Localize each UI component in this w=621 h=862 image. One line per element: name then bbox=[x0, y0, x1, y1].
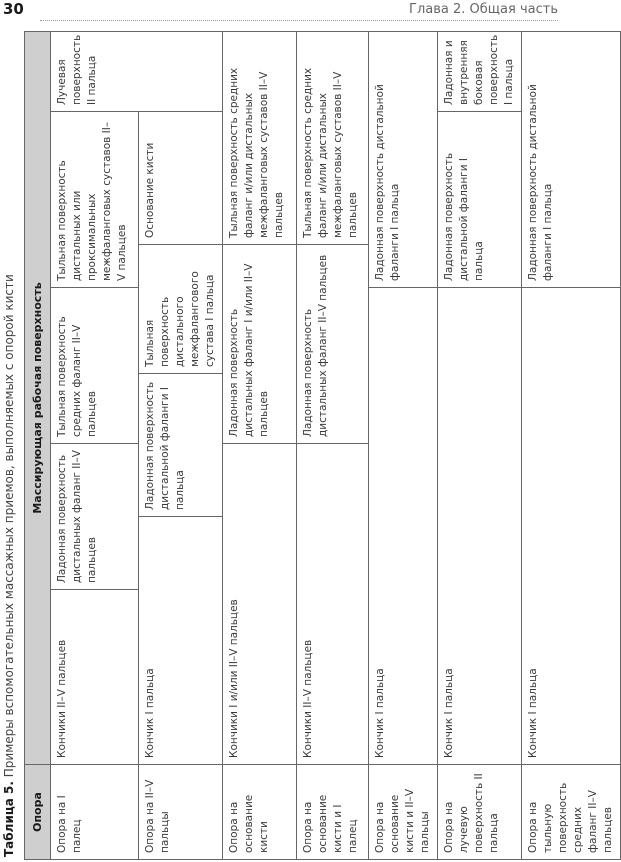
support-cell: Опора на I палец bbox=[51, 765, 139, 860]
surface-cell: Ладонная поверхность дистальной фаланги I пальца bbox=[522, 31, 621, 287]
support-cell: Опора на тыльную поверхность средних фаланг II–V пальцев bbox=[522, 765, 621, 860]
header-surface: Массирующая рабочая поверхность bbox=[25, 31, 51, 764]
surface-cell: Тыльная поверхность дистальных или проксимальных межфаланговых суставов II–V пальцев bbox=[51, 112, 139, 288]
surface-cell: Тыльная поверхность дистального межфалангового сустава I пальца bbox=[139, 245, 223, 374]
table-row bbox=[522, 31, 621, 859]
table-row bbox=[297, 31, 369, 859]
table-row bbox=[438, 31, 522, 859]
table-row bbox=[51, 31, 139, 859]
massage-techniques-table bbox=[24, 31, 621, 860]
support-cell: Опора на лучевую поверхность II пальца bbox=[438, 765, 522, 860]
surface-cell: Ладонная и внутренняя боковая поверхность I пальца bbox=[438, 31, 522, 111]
tip-cell: Кончики I и/или II–V пальцев bbox=[223, 444, 297, 765]
surface-cell: Тыльная поверхность средних фаланг и/или дистальных межфаланговых суставов II–V пальцев bbox=[223, 31, 297, 244]
header-support: Опора bbox=[25, 765, 51, 860]
table-row bbox=[369, 31, 438, 859]
table-caption-label: Таблица 5. bbox=[2, 781, 16, 857]
tip-cell: Кончик I пальца bbox=[438, 288, 522, 765]
page-number: 30 bbox=[3, 0, 24, 18]
table-caption bbox=[1, 257, 17, 857]
support-cell: Опора на основание кисти и II–V пальцы bbox=[369, 765, 438, 860]
table-row bbox=[139, 31, 223, 859]
surface-cell: Основание кисти bbox=[139, 112, 223, 245]
tip-cell: Кончик I пальца bbox=[522, 288, 621, 765]
tip-cell: Кончик I пальца bbox=[139, 517, 223, 765]
support-cell: Опора на основание кисти и I палец bbox=[297, 765, 369, 860]
chapter-title: Глава 2. Общая часть bbox=[409, 2, 558, 17]
support-cell: Опора на II–V пальцы bbox=[139, 765, 223, 860]
tip-cell: Кончики II–V пальцев bbox=[51, 590, 139, 765]
tip-cell: Кончик I пальца bbox=[369, 288, 438, 765]
surface-cell: Ладонная поверхность дистальной фаланги I пальца bbox=[139, 374, 223, 517]
surface-cell: Тыльная поверхность средних фаланг II–V пальцев bbox=[51, 288, 139, 444]
table-caption-text: Примеры вспомогательных массажных приемов, выполняемых с опорой кисти bbox=[2, 274, 16, 778]
surface-cell: Ладонная поверхность дистальных фаланг I и/или II–V пальцев bbox=[223, 245, 297, 444]
surface-cell: Тыльная поверхность средних фаланг и/или дистальных межфаланговых суставов II–V пальцев bbox=[297, 31, 369, 244]
surface-cell: Лучевая поверхность II пальца bbox=[51, 31, 223, 111]
support-cell: Опора на основание кисти bbox=[223, 765, 297, 860]
surface-cell: Ладонная поверхность дистальной фаланги I пальца bbox=[369, 31, 438, 287]
table-row bbox=[223, 31, 297, 859]
surface-cell: Ладонная поверхность дистальных фаланг II–V пальцев bbox=[51, 444, 139, 590]
header-rule bbox=[40, 20, 558, 21]
surface-cell: Ладонная поверхность дистальной фаланги I пальца bbox=[438, 112, 522, 288]
surface-cell: Ладонная поверхность дистальных фаланг II–V пальцев bbox=[297, 245, 369, 444]
tip-cell: Кончики II–V пальцев bbox=[297, 444, 369, 765]
rotated-table-wrapper bbox=[24, 32, 614, 860]
